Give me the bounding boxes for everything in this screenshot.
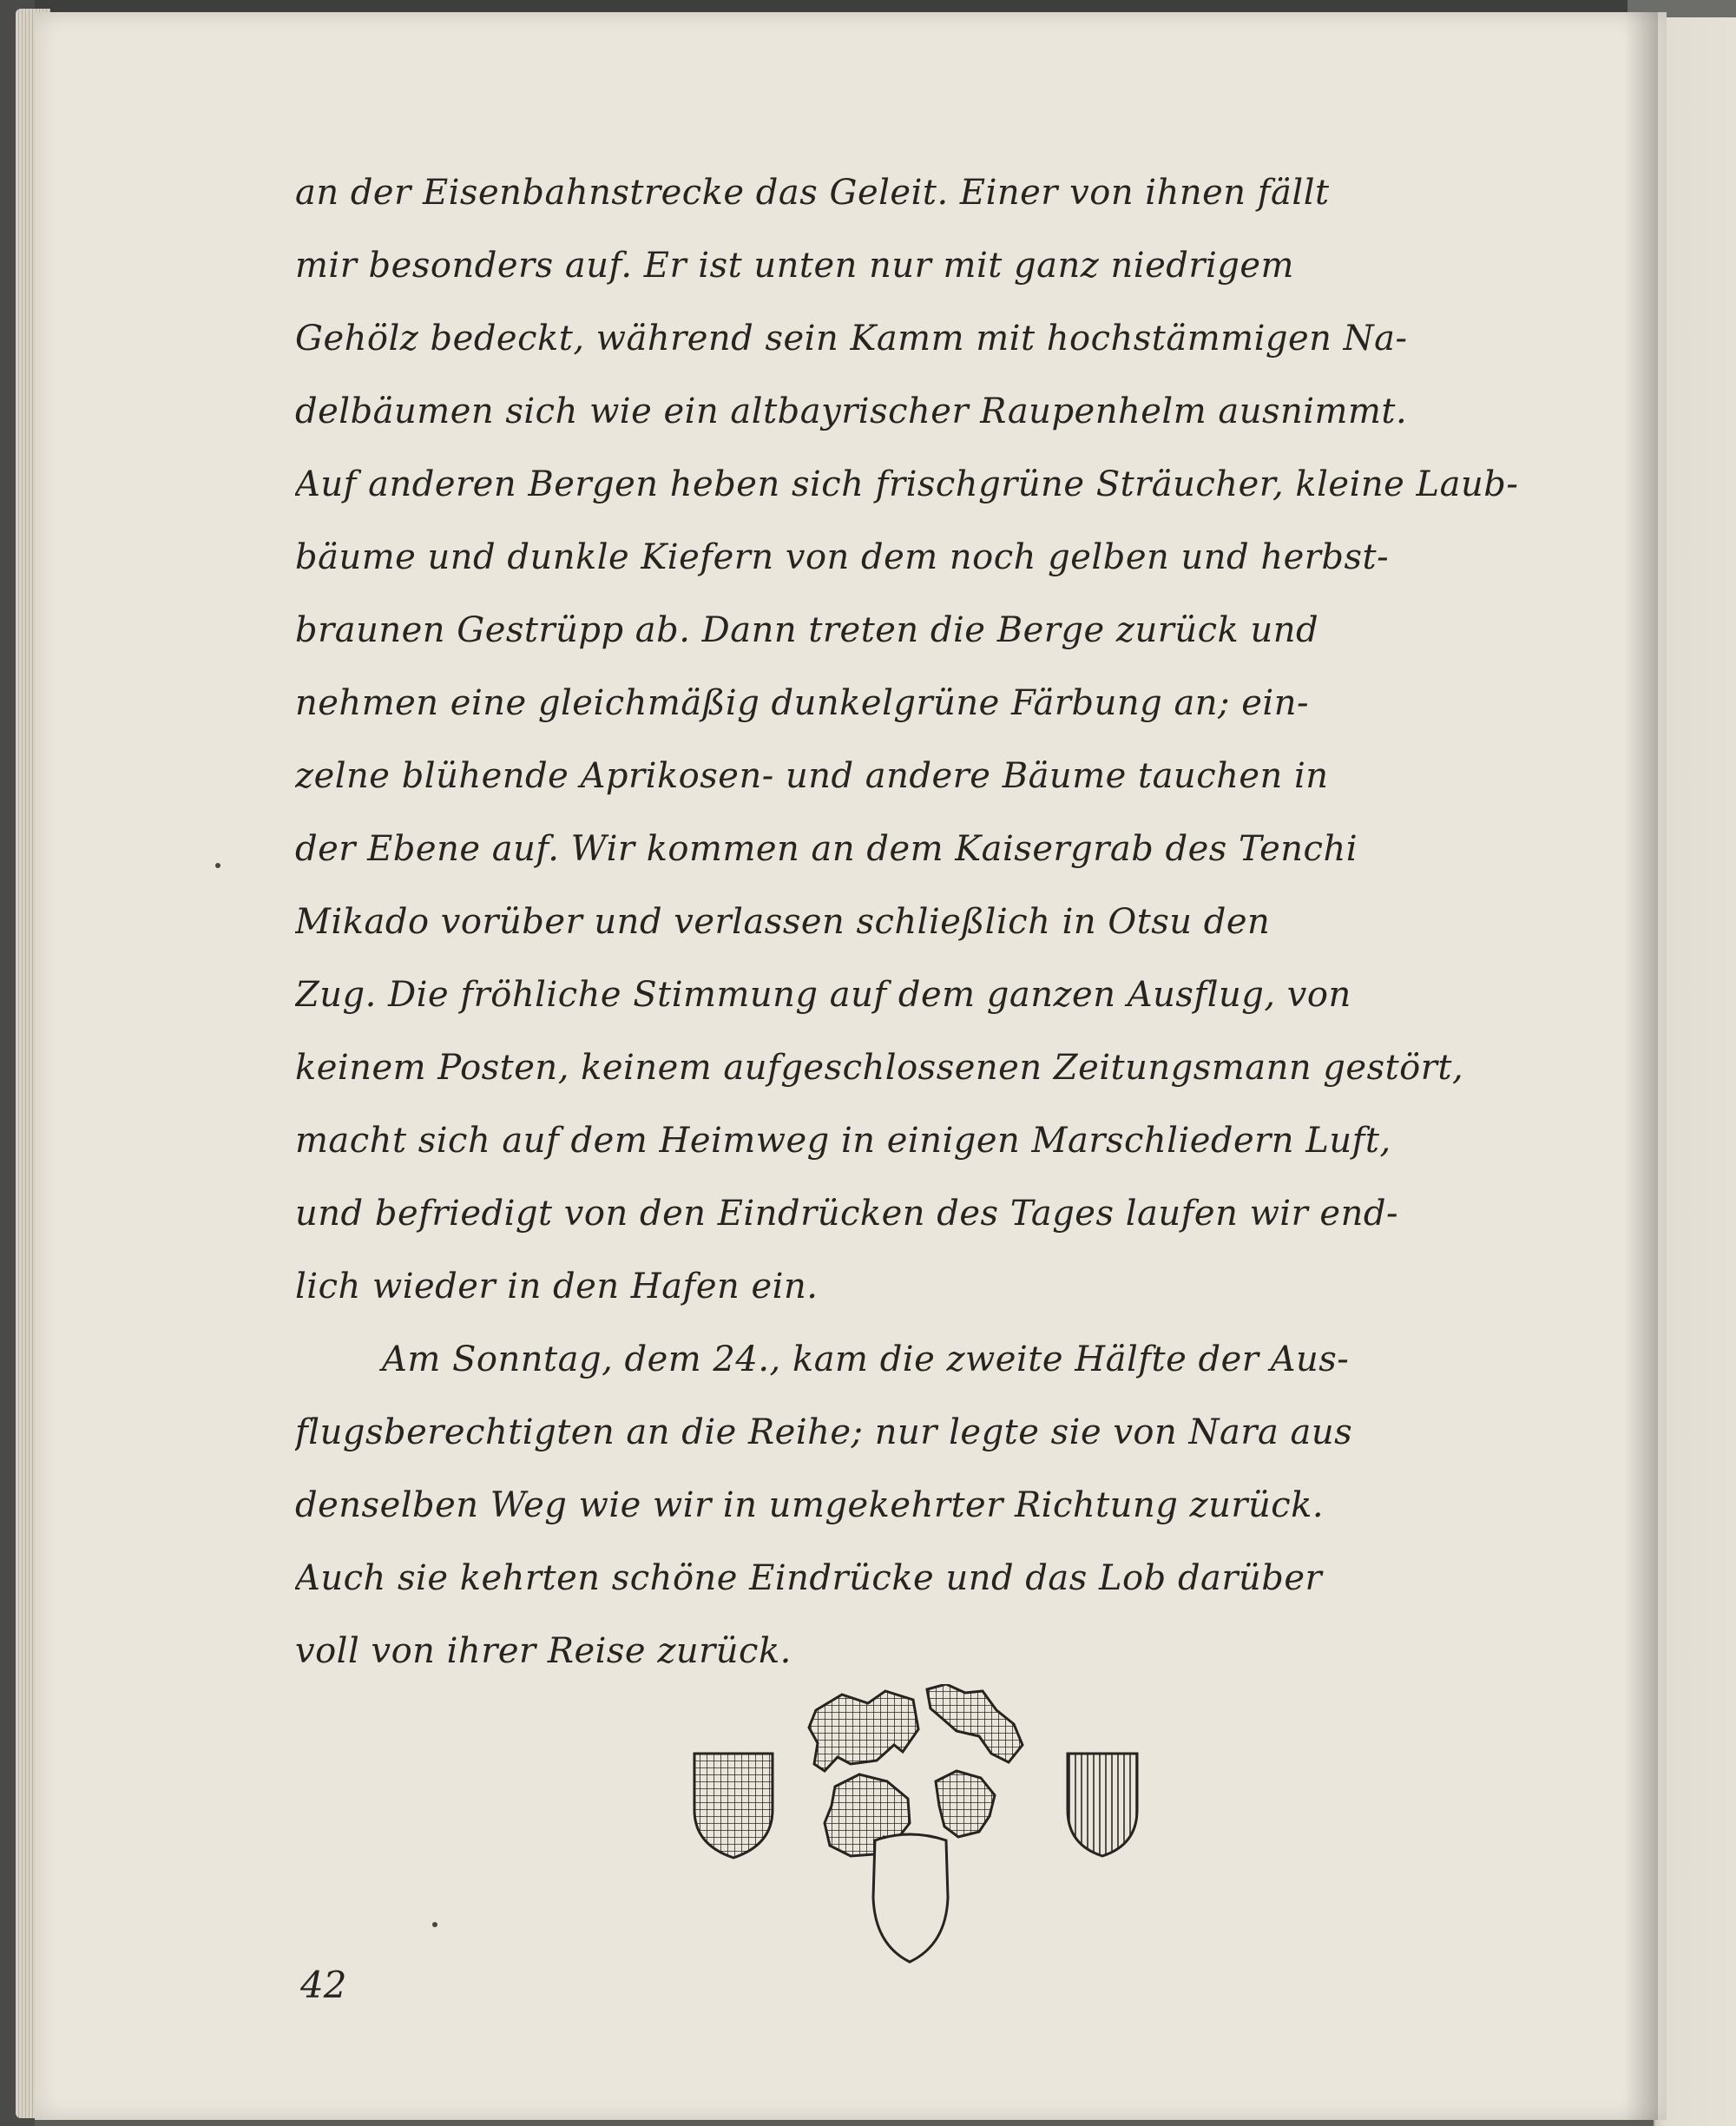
text-line: Zug. Die fröhliche Stimmung auf dem ganzen Ausflug, von (295, 975, 1351, 1015)
text-line: der Ebene auf. Wir kommen an dem Kaisergrab des Tenchi (295, 829, 1358, 869)
world-map-emblem-icon (686, 1684, 1172, 1971)
text-line: flugsberechtigten an die Reihe; nur legte sie von Nara aus (295, 1412, 1353, 1452)
continent-upper-left (809, 1691, 918, 1771)
text-line: Auf anderen Bergen heben sich frischgrüne Sträucher, kleine Laub- (295, 464, 1519, 504)
ink-speck (432, 1922, 437, 1927)
continent-lower-right (936, 1771, 995, 1837)
text-line: mir besonders auf. Er ist unten nur mit ganz niedrigem (295, 246, 1294, 286)
text-line: voll von ihrer Reise zurück. (295, 1631, 792, 1671)
text-line: Mikado vorüber und verlassen schließlich in Otsu den (295, 902, 1271, 942)
text-line: braunen Gestrüpp ab. Dann treten die Berge zurück und (295, 610, 1319, 650)
text-line: bäume und dunkle Kiefern von dem noch gelben und herbst- (295, 537, 1390, 577)
text-line: Auch sie kehrten schöne Eindrücke und das Lob darüber (295, 1558, 1323, 1598)
text-line: keinem Posten, keinem aufgeschlossenen Zeitungsmann gestört, (295, 1048, 1464, 1088)
text-line: macht sich auf dem Heimweg in einigen Marschliedern Luft, (295, 1121, 1391, 1161)
text-line: delbäumen sich wie ein altbayrischer Raupenhelm ausnimmt. (295, 392, 1408, 431)
shield-right-icon (1068, 1754, 1137, 1856)
text-line: lich wieder in den Hafen ein. (295, 1267, 819, 1307)
gutter-shadow (1623, 12, 1658, 2120)
text-line: und befriedigt von den Eindrücken des Tages laufen wir end- (295, 1194, 1398, 1234)
page-number: 42 (300, 1964, 347, 2006)
shield-center-icon (873, 1834, 948, 1962)
continent-upper-right (927, 1684, 1023, 1762)
text-line: Gehölz bedeckt, während sein Kamm mit hochstämmigen Na- (295, 319, 1408, 359)
text-line: zelne blühende Aprikosen- und andere Bäume tauchen in (295, 756, 1329, 796)
text-line: nehmen eine gleichmäßig dunkelgrüne Färbung an; ein- (295, 683, 1309, 723)
text-line: an der Eisenbahnstrecke das Geleit. Einer von ihnen fällt (295, 173, 1330, 213)
text-line: Am Sonntag, dem 24., kam die zweite Hälfte der Aus- (382, 1339, 1350, 1379)
text-line: denselben Weg wie wir in umgekehrter Richtung zurück. (295, 1485, 1325, 1525)
shield-left-icon (694, 1754, 773, 1858)
handwritten-text (295, 156, 1545, 1688)
ink-speck (215, 863, 220, 868)
